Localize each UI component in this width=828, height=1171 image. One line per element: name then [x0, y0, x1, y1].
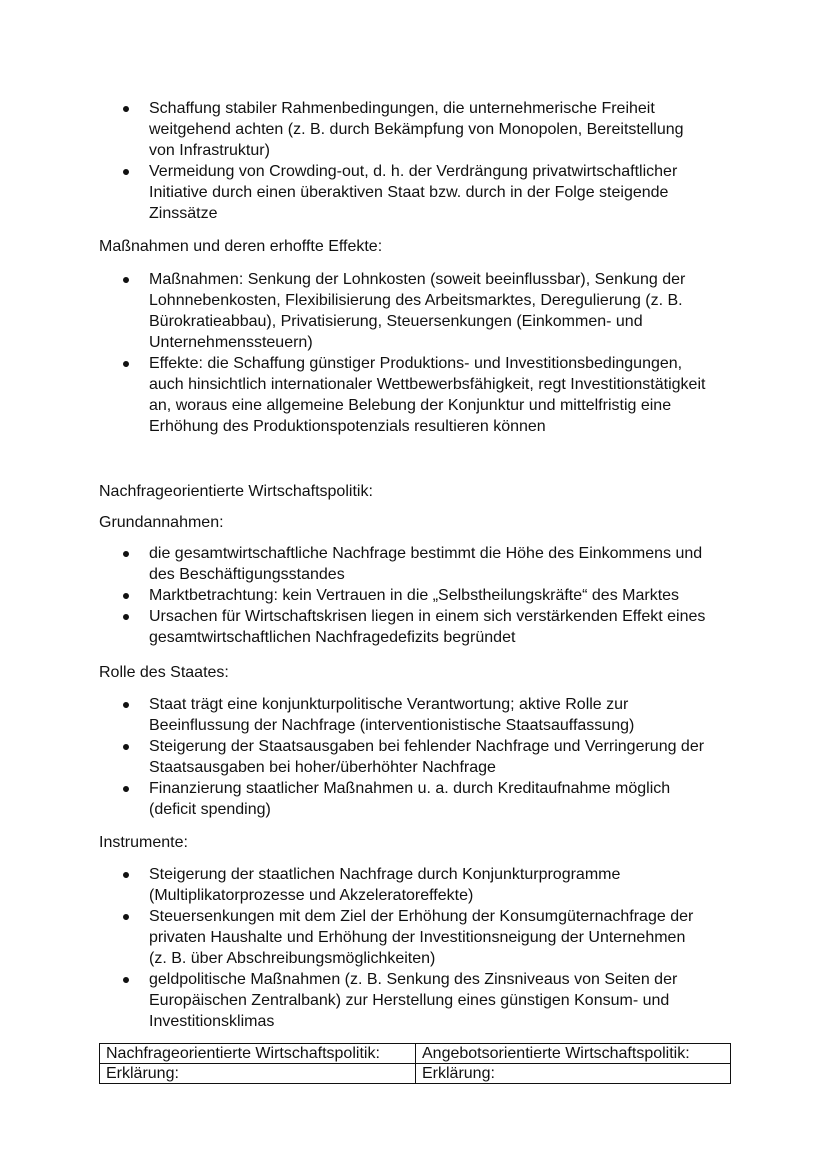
line: Staat trägt eine konjunkturpolitische Verantwortung; aktive Rolle zur	[149, 696, 629, 713]
bullet-dot-icon	[123, 914, 129, 920]
line: Unternehmenssteuern)	[149, 334, 313, 351]
list-item	[99, 864, 739, 906]
line: Zinssätze	[149, 205, 218, 222]
line: Bürokratieabbau), Privatisierung, Steuersenkungen (Einkommen- und	[149, 313, 643, 330]
instrumente-bullets	[99, 864, 739, 1032]
list-item	[99, 606, 739, 648]
list-item	[99, 906, 739, 969]
instrumente-heading	[99, 832, 739, 853]
bullet-dot-icon	[123, 361, 129, 367]
table-row	[100, 1064, 731, 1084]
table-header-supply: Angebotsorientierte Wirtschaftspolitik:	[416, 1044, 731, 1064]
rolle-bullets	[99, 694, 739, 820]
line: (Multiplikatorprozesse und Akzeleratoreffekte)	[149, 887, 474, 904]
list-item	[99, 736, 739, 778]
line: Steuersenkungen mit dem Ziel der Erhöhung der Konsumgüternachfrage der	[149, 908, 694, 925]
line: Investitionsklimas	[149, 1013, 275, 1030]
line: Erhöhung des Produktionspotenzials resultieren können	[149, 418, 546, 435]
list-item	[99, 98, 739, 161]
line: privaten Haushalte und Erhöhung der Investitionsneigung der Unternehmen	[149, 929, 686, 946]
line: weitgehend achten (z. B. durch Bekämpfung von Monopolen, Bereitstellung	[149, 121, 684, 138]
list-item	[99, 353, 739, 437]
bullet-dot-icon	[123, 786, 129, 792]
bullet-dot-icon	[123, 702, 129, 708]
bullet-list	[99, 269, 739, 437]
bullet-list	[99, 864, 739, 1032]
line: Lohnnebenkosten, Flexibilisierung des Arbeitsmarktes, Deregulierung (z. B.	[149, 292, 683, 309]
heading-text: Rolle des Staates:	[99, 664, 229, 681]
list-item	[99, 543, 739, 585]
table-cell-supply-explanation[interactable]: Erklärung:	[416, 1064, 731, 1084]
bullet-dot-icon	[123, 977, 129, 983]
bullet-dot-icon	[123, 551, 129, 557]
table-header-row	[100, 1044, 731, 1064]
bullet-dot-icon	[123, 593, 129, 599]
grundannahmen-bullets	[99, 543, 739, 648]
heading-text: Instrumente:	[99, 834, 188, 851]
line: Schaffung stabiler Rahmenbedingungen, die unternehmerische Freiheit	[149, 100, 655, 117]
line: an, woraus eine allgemeine Belebung der Konjunktur und mittelfristig eine	[149, 397, 672, 414]
bullet-list	[99, 694, 739, 820]
massnahmen-bullets	[99, 269, 739, 437]
list-item	[99, 585, 739, 606]
line: Finanzierung staatlicher Maßnahmen u. a. durch Kreditaufnahme möglich	[149, 780, 671, 797]
list-item	[99, 778, 739, 820]
line: (deficit spending)	[149, 801, 271, 818]
table-header-demand: Nachfrageorientierte Wirtschaftspolitik:	[100, 1044, 416, 1064]
table-cell-demand-explanation[interactable]: Erklärung:	[100, 1064, 416, 1084]
line: Effekte: die Schaffung günstiger Produktions- und Investitionsbedingungen,	[149, 355, 683, 372]
line: Europäischen Zentralbank) zur Herstellung eines günstigen Konsum- und	[149, 992, 670, 1009]
line: auch hinsichtlich internationaler Wettbewerbsfähigkeit, regt Investitionstätigkeit	[149, 376, 706, 393]
list-item	[99, 161, 739, 224]
supply-policy-bullets	[99, 98, 739, 224]
bullet-list	[99, 98, 739, 224]
bullet-dot-icon	[123, 169, 129, 175]
grundannahmen-heading	[99, 512, 739, 533]
section-title: Nachfrageorientierte Wirtschaftspolitik:	[99, 483, 373, 500]
line: Ursachen für Wirtschaftskrisen liegen in einem sich verstärkenden Effekt eines	[149, 608, 706, 625]
rolle-heading	[99, 662, 739, 683]
demand-policy-title	[99, 481, 739, 502]
list-item	[99, 269, 739, 353]
bullet-list	[99, 543, 739, 648]
line: geldpolitische Maßnahmen (z. B. Senkung des Zinsniveaus von Seiten der	[149, 971, 678, 988]
line: die gesamtwirtschaftliche Nachfrage bestimmt die Höhe des Einkommens und	[149, 545, 703, 562]
bullet-dot-icon	[123, 277, 129, 283]
bullet-dot-icon	[123, 872, 129, 878]
line: Steigerung der staatlichen Nachfrage durch Konjunkturprogramme	[149, 866, 621, 883]
comparison-table	[99, 1043, 731, 1084]
line: des Beschäftigungsstandes	[149, 566, 345, 583]
line: Steigerung der Staatsausgaben bei fehlender Nachfrage und Verringerung der	[149, 738, 705, 755]
heading-text: Grundannahmen:	[99, 514, 224, 531]
line: Vermeidung von Crowding-out, d. h. der Verdrängung privatwirtschaftlicher	[149, 163, 678, 180]
line: von Infrastruktur)	[149, 142, 270, 159]
line: (z. B. über Abschreibungsmöglichkeiten)	[149, 950, 436, 967]
line: Beeinflussung der Nachfrage (interventionistische Staatsauffassung)	[149, 717, 635, 734]
line: Maßnahmen: Senkung der Lohnkosten (soweit beeinflussbar), Senkung der	[149, 271, 686, 288]
list-item	[99, 694, 739, 736]
massnahmen-heading	[99, 236, 739, 257]
list-item	[99, 969, 739, 1032]
line: Marktbetrachtung: kein Vertrauen in die „Selbstheilungskräfte“ des Marktes	[149, 587, 680, 604]
heading-text: Maßnahmen und deren erhoffte Effekte:	[99, 238, 383, 255]
bullet-dot-icon	[123, 744, 129, 750]
bullet-dot-icon	[123, 614, 129, 620]
line: Staatsausgaben bei hoher/überhöhter Nachfrage	[149, 759, 496, 776]
bullet-dot-icon	[123, 106, 129, 112]
line: gesamtwirtschaftlichen Nachfragedefizits begründet	[149, 629, 516, 646]
line: Initiative durch einen überaktiven Staat bzw. durch in der Folge steigende	[149, 184, 669, 201]
